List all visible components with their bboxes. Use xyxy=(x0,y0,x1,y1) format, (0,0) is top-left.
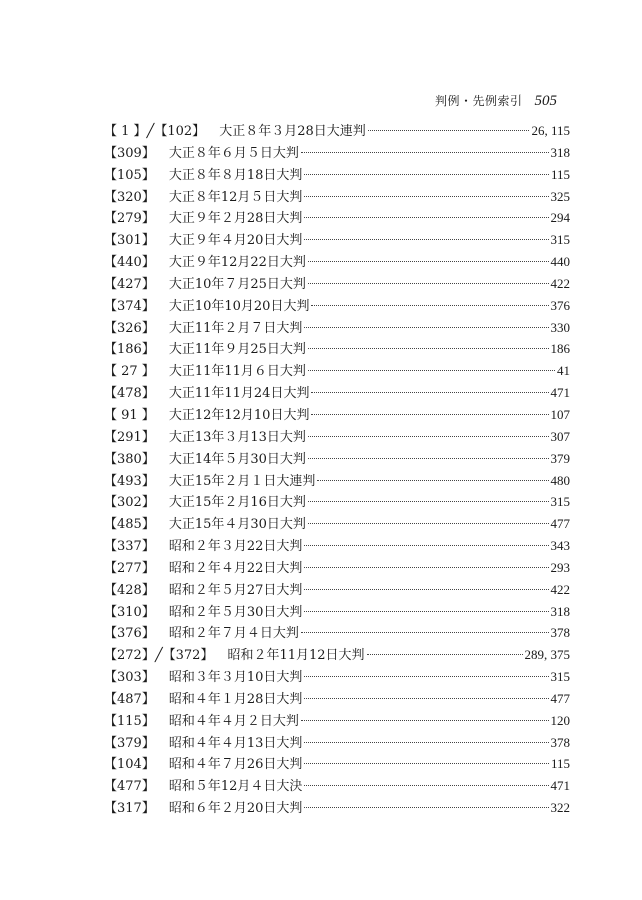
dot-leader xyxy=(301,720,549,721)
index-entry xyxy=(104,513,570,535)
dot-leader xyxy=(317,480,548,481)
index-entry xyxy=(104,535,570,557)
dot-leader xyxy=(304,742,548,743)
case-title: 大正10年７月25日大判 xyxy=(168,276,306,292)
case-reference: 【374】 xyxy=(104,298,155,314)
page-reference: 318 xyxy=(550,603,570,619)
index-entry xyxy=(104,491,570,513)
page-reference: 315 xyxy=(550,494,570,510)
case-reference: 【279】 xyxy=(104,211,155,227)
dot-leader xyxy=(311,414,548,415)
case-reference: 【302】 xyxy=(104,495,155,511)
dot-leader xyxy=(304,807,548,808)
dot-leader xyxy=(308,458,549,459)
index-entry xyxy=(104,753,570,775)
page-reference: 293 xyxy=(550,559,570,575)
case-title: 昭和６年２月20日大判 xyxy=(168,801,303,817)
dot-leader xyxy=(368,130,530,131)
dot-leader xyxy=(308,370,555,371)
index-entry xyxy=(104,732,570,754)
case-title: 昭和２年７月４日大判 xyxy=(168,626,299,642)
case-title: 大正８年６月５日大判 xyxy=(168,145,299,161)
page-reference: 376 xyxy=(550,297,570,313)
case-title: 昭和４年４月２日大判 xyxy=(168,713,299,729)
index-entry xyxy=(104,470,570,492)
page-reference: 471 xyxy=(550,778,570,794)
case-reference: 【428】 xyxy=(104,582,155,598)
case-title: 大正13年３月13日大判 xyxy=(168,429,306,445)
index-entry xyxy=(104,164,570,186)
index-entry xyxy=(104,797,570,819)
page-reference: 307 xyxy=(550,428,570,444)
dot-leader xyxy=(367,654,523,655)
dot-leader xyxy=(308,523,549,524)
dot-leader xyxy=(311,305,548,306)
case-reference: 【427】 xyxy=(104,276,155,292)
case-reference: 【301】 xyxy=(104,233,155,249)
case-reference: 【186】 xyxy=(104,342,155,358)
case-title: 大正11年９月25日大判 xyxy=(168,342,306,358)
case-title: 大正８年12月５日大判 xyxy=(168,189,303,205)
case-reference: 【380】 xyxy=(104,451,155,467)
index-entry xyxy=(104,622,570,644)
case-title: 昭和４年１月28日大判 xyxy=(168,691,303,707)
case-title: 大正10年10月20日大判 xyxy=(168,298,310,314)
dot-leader xyxy=(304,196,548,197)
index-entry xyxy=(104,404,570,426)
case-title: 大正９年２月28日大判 xyxy=(168,211,303,227)
case-reference: 【440】 xyxy=(104,255,155,271)
case-title: 昭和２年11月12日大判 xyxy=(227,648,365,664)
case-title: 昭和２年５月30日大判 xyxy=(168,604,303,620)
case-reference: 【478】 xyxy=(104,386,155,402)
page-reference: 26, 115 xyxy=(531,123,570,138)
dot-leader xyxy=(304,611,548,612)
page-reference: 477 xyxy=(550,516,570,532)
dot-leader xyxy=(304,239,548,240)
case-title: 昭和３年３月10日大判 xyxy=(168,670,303,686)
case-index-list xyxy=(104,120,570,819)
case-title: 大正11年11月24日大判 xyxy=(168,386,310,402)
dot-leader xyxy=(304,545,548,546)
page-reference: 471 xyxy=(550,385,570,401)
index-entry xyxy=(104,601,570,623)
page-reference: 379 xyxy=(550,450,570,466)
case-reference: 【115】 xyxy=(104,713,155,729)
index-entry xyxy=(104,644,570,666)
index-entry xyxy=(104,120,570,142)
page-reference: 115 xyxy=(550,166,570,182)
page-reference: 440 xyxy=(550,254,570,270)
index-entry xyxy=(104,295,570,317)
page-reference: 378 xyxy=(550,625,570,641)
index-entry xyxy=(104,775,570,797)
page-reference: 115 xyxy=(550,756,570,772)
case-title: 大正15年２月16日大判 xyxy=(168,495,306,511)
case-title: 昭和５年12月４日大決 xyxy=(168,779,303,795)
index-entry xyxy=(104,382,570,404)
case-reference: 【493】 xyxy=(104,473,155,489)
case-reference: 【376】 xyxy=(104,626,155,642)
case-title: 大正９年４月20日大判 xyxy=(168,233,303,249)
case-reference: 【291】 xyxy=(104,429,155,445)
case-reference: 【105】 xyxy=(104,167,155,183)
page-reference: 315 xyxy=(550,232,570,248)
page-reference: 315 xyxy=(550,669,570,685)
dot-leader xyxy=(308,283,549,284)
case-reference: 【326】 xyxy=(104,320,155,336)
page-reference: 186 xyxy=(550,341,570,357)
case-title: 大正８年８月18日大判 xyxy=(168,167,303,183)
page-reference: 378 xyxy=(550,734,570,750)
case-title: 昭和２年４月22日大判 xyxy=(168,560,303,576)
page-reference: 41 xyxy=(557,363,570,379)
index-entry xyxy=(104,448,570,470)
case-title: 大正14年５月30日大判 xyxy=(168,451,306,467)
dot-leader xyxy=(308,501,549,502)
dot-leader xyxy=(304,217,548,218)
index-entry xyxy=(104,229,570,251)
index-entry xyxy=(104,360,570,382)
case-reference: 【 27 】 xyxy=(104,364,155,380)
page-reference: 422 xyxy=(550,275,570,291)
index-entry xyxy=(104,688,570,710)
case-reference: 【104】 xyxy=(104,757,155,773)
dot-leader xyxy=(301,152,549,153)
index-entry xyxy=(104,666,570,688)
case-reference: 【317】 xyxy=(104,801,155,817)
page-reference: 343 xyxy=(550,538,570,554)
case-reference: 【277】 xyxy=(104,560,155,576)
case-title: 大正15年４月30日大判 xyxy=(168,517,306,533)
dot-leader xyxy=(304,174,549,175)
dot-leader xyxy=(304,327,548,328)
case-reference: 【309】 xyxy=(104,145,155,161)
page-reference: 477 xyxy=(550,690,570,706)
case-reference: 【485】 xyxy=(104,517,155,533)
index-entry xyxy=(104,251,570,273)
index-entry xyxy=(104,186,570,208)
dot-leader xyxy=(311,392,548,393)
dot-leader xyxy=(304,567,548,568)
dot-leader xyxy=(308,436,549,437)
case-title: 昭和２年３月22日大判 xyxy=(168,539,303,555)
page-reference: 330 xyxy=(550,319,570,335)
case-reference: 【337】 xyxy=(104,539,155,555)
case-reference: 【 1 】╱【102】 xyxy=(104,124,206,139)
index-entry xyxy=(104,142,570,164)
case-reference: 【303】 xyxy=(104,670,155,686)
page-reference: 107 xyxy=(550,406,570,422)
case-title: 昭和２年５月27日大判 xyxy=(168,582,303,598)
running-header xyxy=(435,92,557,110)
index-entry xyxy=(104,338,570,360)
case-title: 大正８年３月28日大連判 xyxy=(219,124,366,139)
page-reference: 318 xyxy=(550,144,570,160)
case-title: 大正11年11月６日大判 xyxy=(168,364,306,380)
case-title: 昭和４年７月26日大判 xyxy=(168,757,303,773)
case-title: 大正11年２月７日大判 xyxy=(168,320,303,336)
index-entry xyxy=(104,207,570,229)
index-entry xyxy=(104,579,570,601)
dot-leader xyxy=(304,785,548,786)
dot-leader xyxy=(304,763,549,764)
case-title: 大正12年12月10日大判 xyxy=(168,407,310,423)
page-reference: 289, 375 xyxy=(524,647,570,663)
case-title: 昭和４年４月13日大判 xyxy=(168,735,303,751)
page-reference: 325 xyxy=(550,188,570,204)
dot-leader xyxy=(301,632,549,633)
index-entry xyxy=(104,426,570,448)
case-title: 大正９年12月22日大判 xyxy=(168,255,306,271)
index-entry xyxy=(104,317,570,339)
dot-leader xyxy=(304,676,548,677)
case-reference: 【379】 xyxy=(104,735,155,751)
index-entry xyxy=(104,557,570,579)
case-reference: 【272】╱【372】 xyxy=(104,648,214,664)
dot-leader xyxy=(304,698,548,699)
page-reference: 480 xyxy=(550,472,570,488)
case-title: 大正15年２月１日大連判 xyxy=(168,473,316,489)
case-reference: 【477】 xyxy=(104,779,155,795)
page-reference: 294 xyxy=(550,210,570,226)
dot-leader xyxy=(304,589,548,590)
case-reference: 【310】 xyxy=(104,604,155,620)
case-reference: 【 91 】 xyxy=(104,407,155,423)
page-reference: 120 xyxy=(550,712,570,728)
dot-leader xyxy=(308,261,549,262)
case-reference: 【320】 xyxy=(104,189,155,205)
index-entry xyxy=(104,273,570,295)
page-reference: 322 xyxy=(550,800,570,816)
running-header-title: 判例・先例索引 xyxy=(434,94,523,108)
page-reference: 422 xyxy=(550,581,570,597)
index-entry xyxy=(104,710,570,732)
case-reference: 【487】 xyxy=(104,691,155,707)
dot-leader xyxy=(308,348,549,349)
page-number: 505 xyxy=(534,93,557,109)
